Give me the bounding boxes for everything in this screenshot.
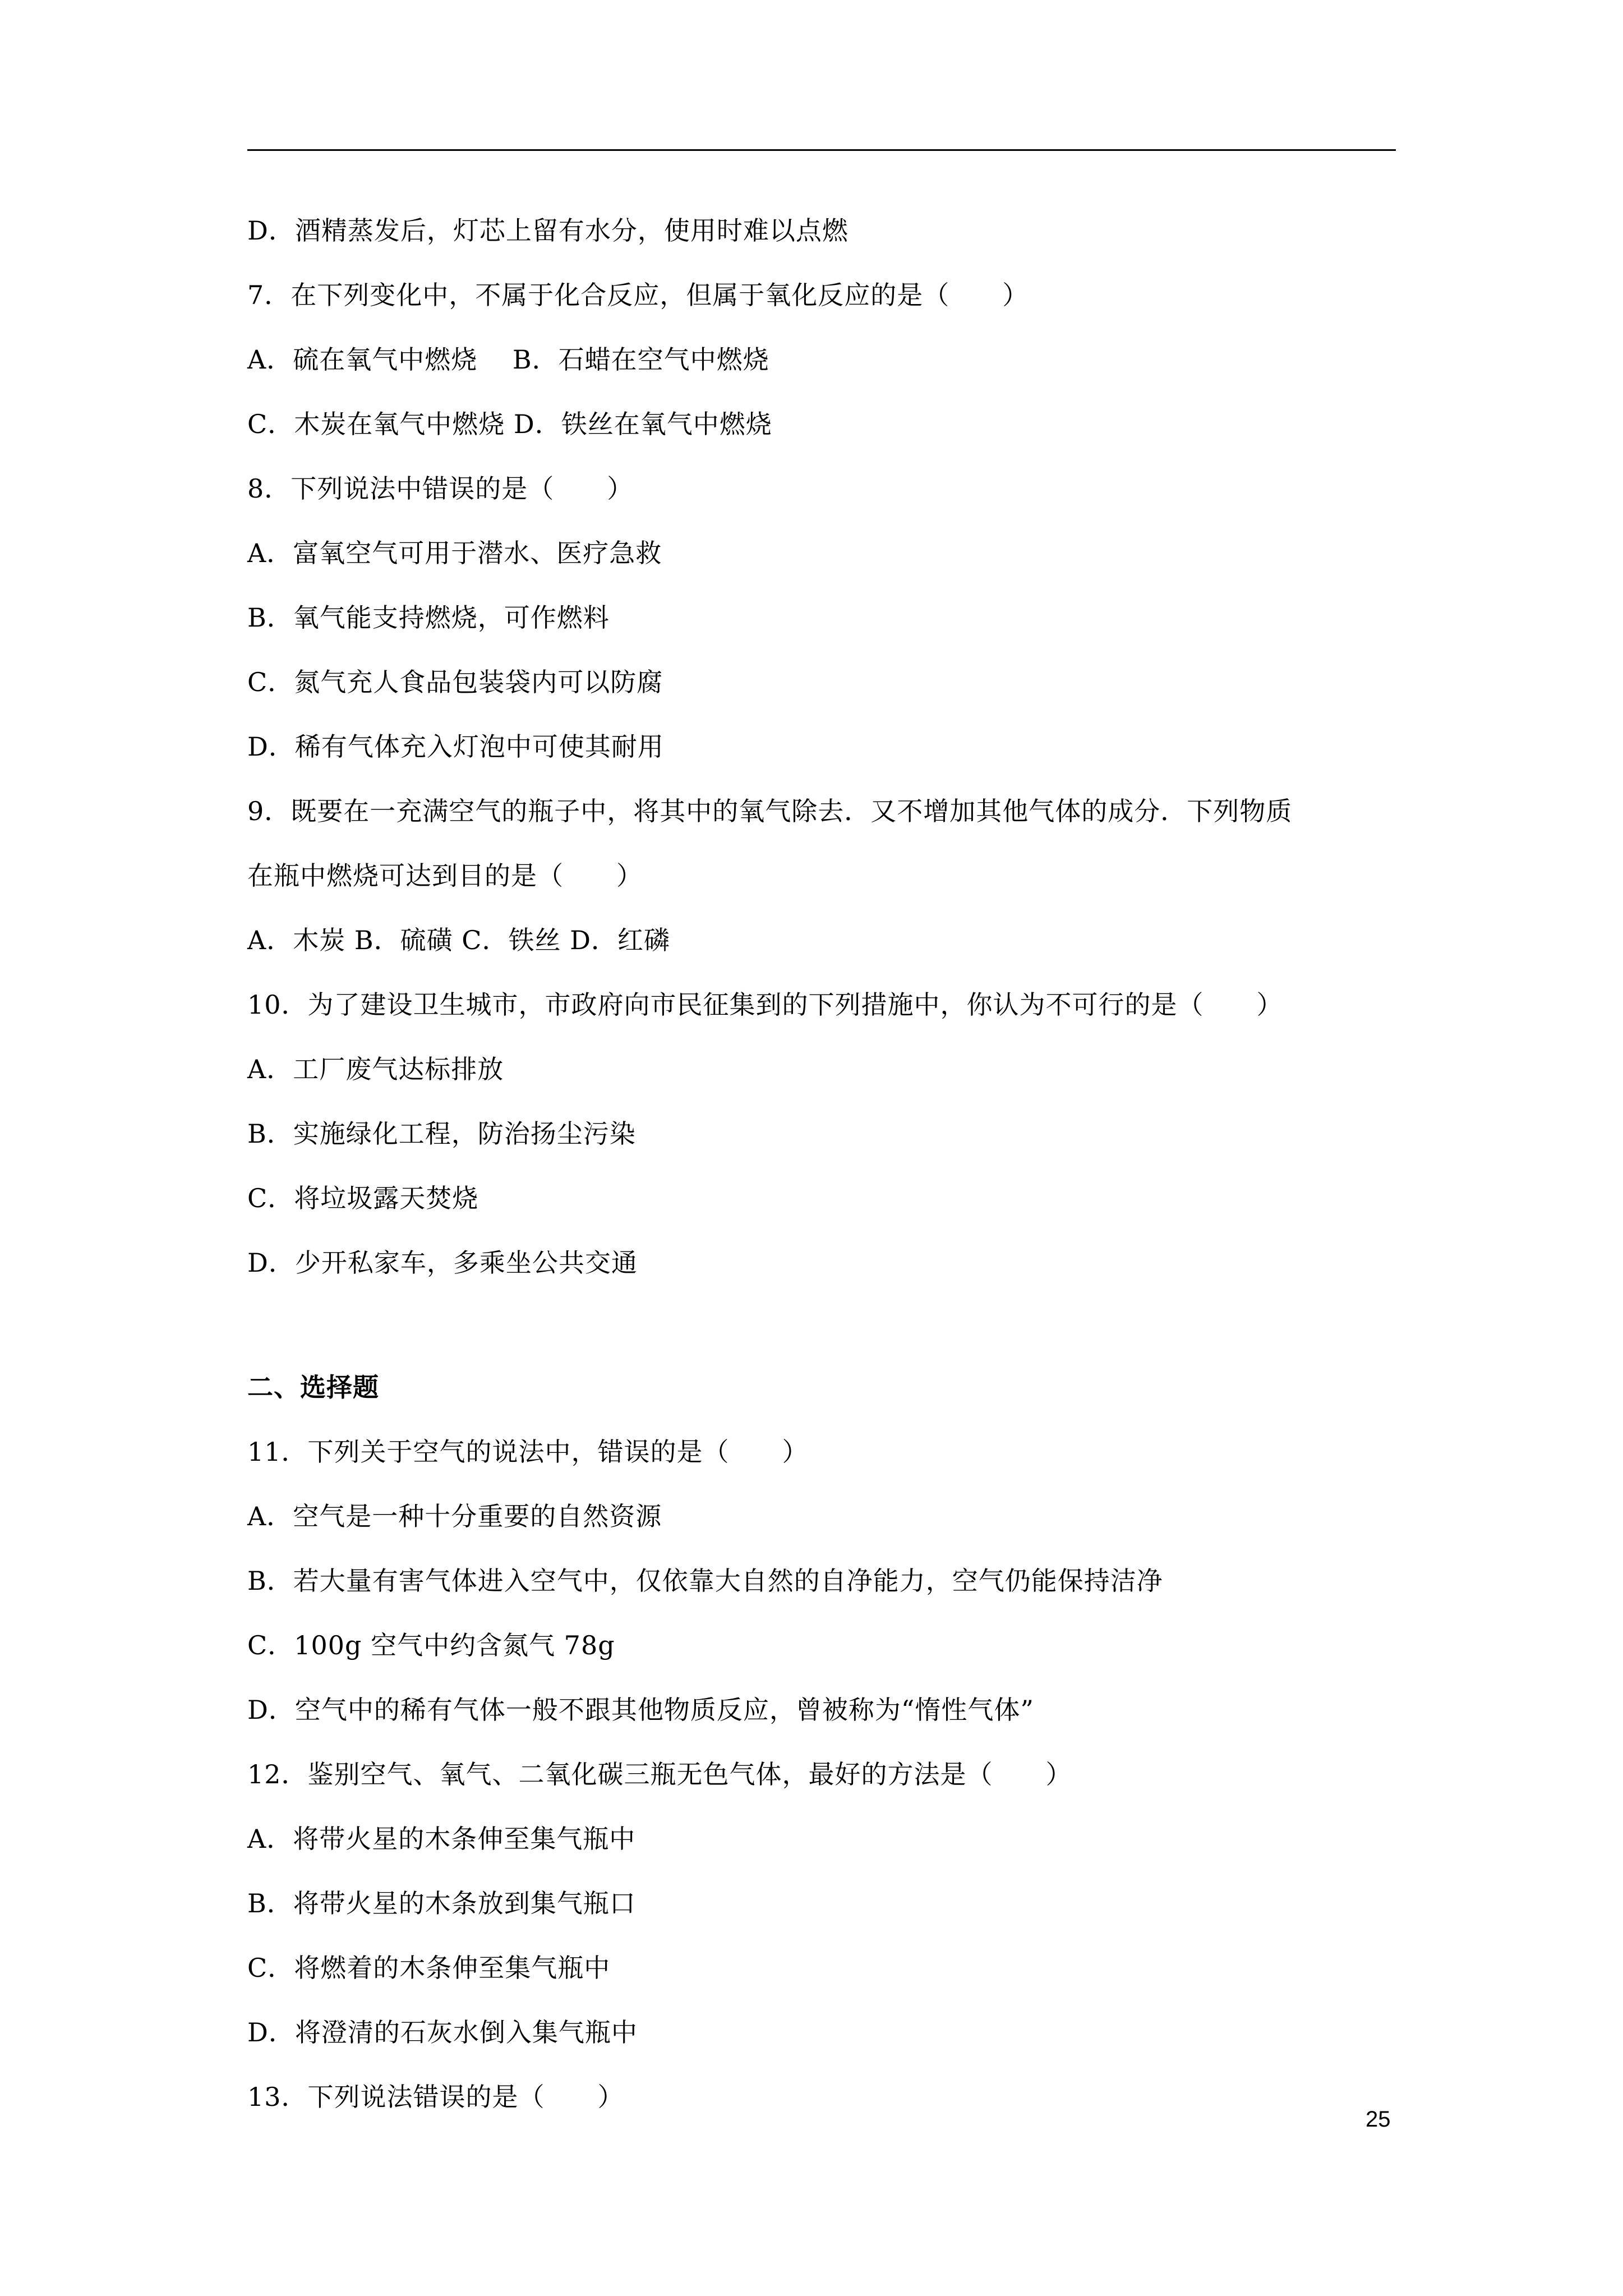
question-line: 7．在下列变化中，不属于化合反应，但属于氧化反应的是（ ） bbox=[247, 280, 1029, 310]
section-title: 二、选择题 bbox=[247, 1372, 379, 1402]
question-block-part1 bbox=[247, 208, 1397, 1304]
option-line: D．少开私家车，多乘坐公共交通 bbox=[247, 1248, 638, 1278]
option-line: B．将带火星的木条放到集气瓶口 bbox=[247, 1888, 636, 1918]
page-content bbox=[247, 208, 1397, 2138]
question-line: 11．下列关于空气的说法中，错误的是（ ） bbox=[247, 1437, 809, 1467]
question-line: 10．为了建设卫生城市，市政府向市民征集到的下列措施中，你认为不可行的是（ ） bbox=[247, 990, 1283, 1020]
header-rule bbox=[247, 149, 1396, 151]
option-line: D．空气中的稀有气体一般不跟其他物质反应，曾被称为“惰性气体” bbox=[247, 1695, 1034, 1725]
option-line: C．氮气充人食品包装袋内可以防腐 bbox=[247, 667, 663, 697]
option-line: D．稀有气体充入灯泡中可使其耐用 bbox=[247, 731, 664, 762]
option-line: A．工厂废气达标排放 bbox=[247, 1054, 504, 1084]
option-line: D．酒精蒸发后，灯芯上留有水分，使用时难以点燃 bbox=[247, 215, 849, 246]
question-line: 在瓶中燃烧可达到目的是（ ） bbox=[247, 861, 643, 891]
question-block-part2 bbox=[247, 1429, 1397, 2138]
option-line: C．木炭在氧气中燃烧 D．铁丝在氧气中燃烧 bbox=[247, 409, 772, 439]
option-line: B．实施绿化工程，防治扬尘污染 bbox=[247, 1119, 636, 1149]
option-line: A．富氧空气可用于潜水、医疗急救 bbox=[247, 538, 662, 568]
option-line: C．将垃圾露天焚烧 bbox=[247, 1183, 479, 1213]
question-line: 8．下列说法中错误的是（ ） bbox=[247, 473, 634, 504]
question-line: 9．既要在一充满空气的瓶子中，将其中的氧气除去．又不增加其他气体的成分．下列物质 bbox=[247, 796, 1293, 826]
option-line: A．将带火星的木条伸至集气瓶中 bbox=[247, 1824, 636, 1854]
option-line: A．木炭 B．硫磺 C．铁丝 D．红磷 bbox=[247, 925, 670, 955]
question-line: 13．下列说法错误的是（ ） bbox=[247, 2082, 624, 2112]
option-line: B．若大量有害气体进入空气中，仅依靠大自然的自净能力，空气仍能保持洁净 bbox=[247, 1566, 1163, 1596]
option-line: B．氧气能支持燃烧，可作燃料 bbox=[247, 602, 610, 633]
option-line: D．将澄清的石灰水倒入集气瓶中 bbox=[247, 2017, 638, 2047]
section-gap bbox=[247, 1304, 1397, 1364]
option-line: C．将燃着的木条伸至集气瓶中 bbox=[247, 1953, 611, 1983]
option-line: A．硫在氧气中燃烧 B．石蜡在空气中燃烧 bbox=[247, 344, 769, 375]
option-line: C．100g 空气中约含氮气 78g bbox=[247, 1630, 615, 1660]
page-number: 25 bbox=[1366, 2107, 1391, 2132]
question-line: 12．鉴别空气、氧气、二氧化碳三瓶无色气体，最好的方法是（ ） bbox=[247, 1759, 1072, 1789]
option-line: A．空气是一种十分重要的自然资源 bbox=[247, 1501, 662, 1531]
